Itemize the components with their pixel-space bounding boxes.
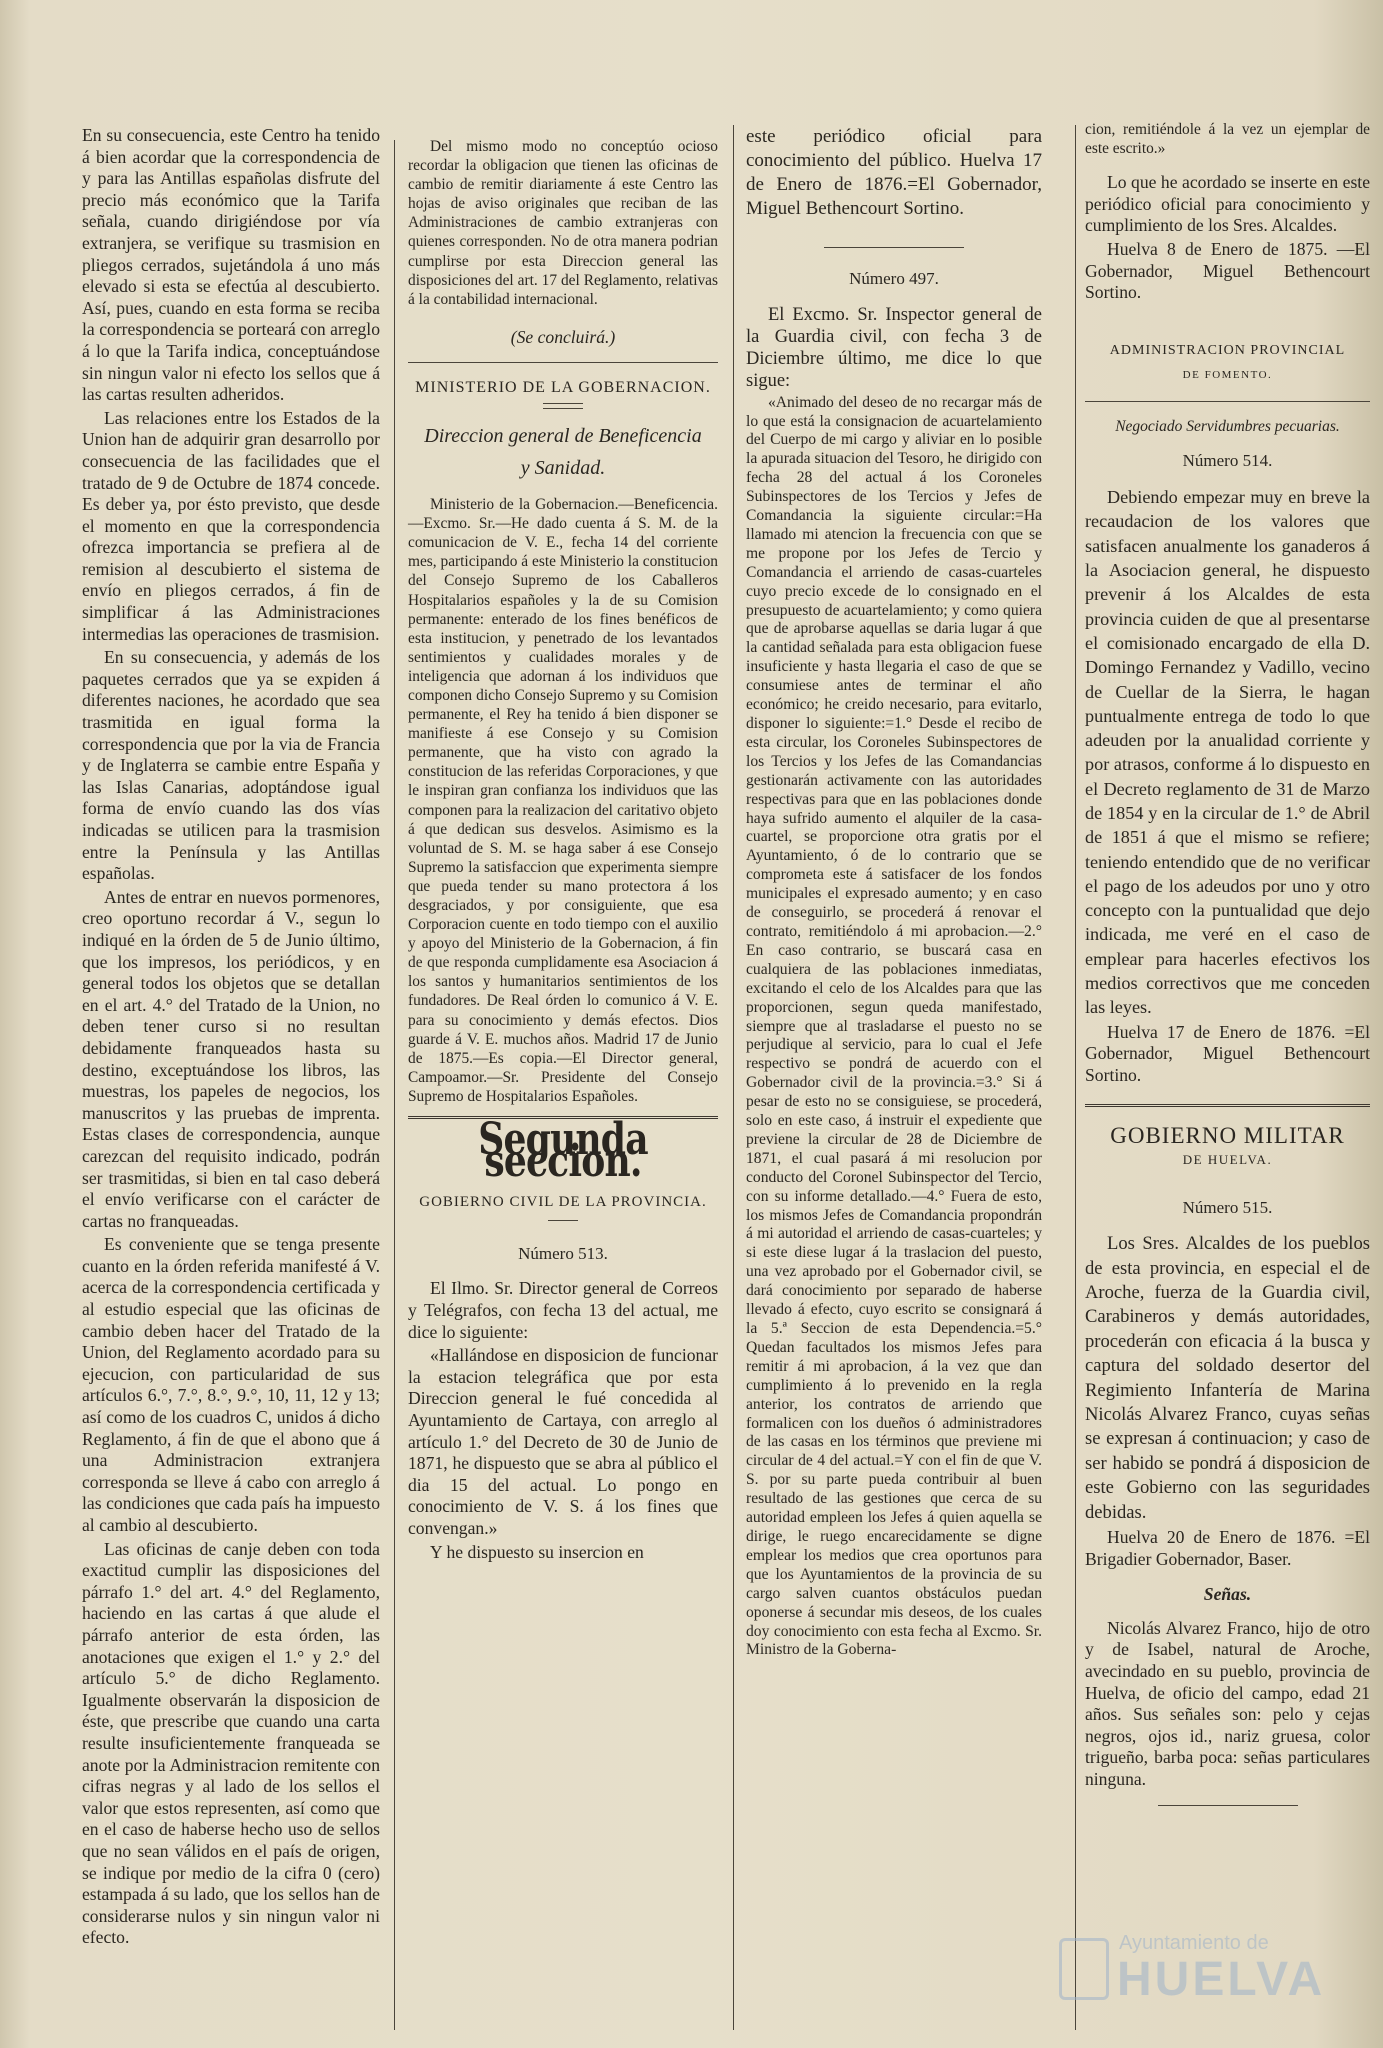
watermark-logo — [1059, 1932, 1359, 2012]
paragraph: Huelva 8 de Enero de 1875. —El Gobernador, Miguel Bethencourt Sortino. — [1085, 238, 1370, 303]
paragraph: este periódico oficial para conocimiento del público. Huelva 17 de Enero de 1876.=El Gobernador, Miguel Bethencourt Sortino. — [746, 126, 1042, 219]
notice-number: Número 514. — [1182, 450, 1273, 470]
section-heading: ADMINISTRACION PROVINCIAL — [1109, 342, 1346, 358]
city-emblem-icon — [1059, 1938, 1109, 2000]
ornament-dash — [543, 403, 583, 409]
column-3 — [746, 125, 1042, 1662]
paragraph: Las oficinas de canje deben con toda exactitud cumplir las disposiciones del párrafo 1.° del art. 4.° del Reglamento, haciendo en las cartas á que alude el párrafo anterior de esta órden, las anotaciones que exigen el 1.° y 2.° del artículo 5.° de dicho Reglamento. Igualmente observarán la disposicion de éste, que prescribe que cuando una carta resulte insuficientemente franqueada se anote por la Administracion remitente con cifras negras y al lado de los sellos el valor que estos representen, así como que en el caso de haberse hecho uso de sellos que no sean válidos en el país de origen, se indique por medio de la cifra 0 (cero) estampada á su lado, que los sellos han de considerarse nulos y sin ningun valor ni efecto. — [82, 1538, 380, 1948]
paragraph: Lo que he acordado se inserte en este periódico oficial para conocimiento y cumplimiento de los Sres. Alcaldes. — [1085, 172, 1370, 236]
column-rule — [733, 125, 734, 2030]
divider — [1085, 401, 1370, 402]
divider — [408, 362, 718, 363]
watermark-line1: Ayuntamiento de — [1119, 1932, 1269, 1954]
paragraph: Huelva 20 de Enero de 1876. =El Brigadier Gobernador, Baser. — [1085, 1527, 1370, 1569]
section-subheading: DE HUELVA. — [1182, 1152, 1273, 1168]
paragraph: En su consecuencia, este Centro ha tenido á bien acordar que la correspondencia de y para las Antillas españolas disfrute del precio más económico que la Tarifa señala, cuando dirigiéndose por vía extranjera, se verifique su trasmision en pliegos cerrados, sujetándola á uno más elevado si esta se efectúa al descubierto. Así, pues, cuando en esta forma se reciba la correspondencia se porteará con arreglo á lo que la Tarifa indica, conceptuándose sin ningun valor ni efecto los sellos que á las cartas resulten adheridos. — [82, 125, 380, 405]
paragraph: Huelva 17 de Enero de 1876. =El Gobernador, Miguel Bethencourt Sortino. — [1085, 1021, 1370, 1085]
column-rule — [394, 140, 395, 2030]
subsection-heading: Señas. — [1203, 1584, 1252, 1605]
quote-paragraph: «Hallándose en disposicion de funcionar la estacion telegráfica que por esta Direccion general le fué concedida al Ayuntamiento de Cartaya, con arreglo al artículo 1.° del Decreto de 30 de Junio de 1871, he dispuesto que se abra al público el dia 15 del actual. Lo pongo en conocimiento de V. S. á los fines que convengan.» — [408, 1345, 718, 1538]
paragraph: En su consecuencia, y además de los paquetes cerrados que ya se expiden á diferentes naciones, he acordado que sea trasmitida en igual forma la correspondencia que por la via de Francia y de Inglaterra se cambie entre España y las Islas Canarias, adoptándose igual forma de envío cuando las dos vías indicadas se utilicen para la trasmision entre la Península y las Antillas españolas. — [82, 647, 380, 884]
section-heading: GOBIERNO MILITAR — [1110, 1123, 1345, 1149]
paragraph: Debiendo empezar muy en breve la recaudacion de los valores que satisfacen anualmente los ganaderos á la Asociacion general, he dispuesto prevenir á los Alcaldes de esta provincia cuiden de que al presentarse el comisionado encargado de ella D. Domingo Fernandez y Vadillo, vecino de Cuellar de la Sierra, le hagan puntualmente entrega de todo lo que adeuden por la anualidad corriente y por atrasos, conforme á lo dispuesto en el Decreto reglamento de 31 de Marzo de 1854 y en la circular de 1.° de Abril de 1851 á que el mismo se refiere; teniendo entendido que de no verificar el pago de los adeudos por uno y otro concepto con la puntualidad que dejo indicada, me veré en el caso de emplear para hacerles efectivos los medios correctivos que me conceden las leyes. — [1085, 487, 1370, 1018]
column-1 — [82, 125, 380, 1951]
column-rule — [1075, 125, 1076, 2030]
paragraph: cion, remitiéndole á la vez un ejemplar de este escrito.» — [1085, 121, 1370, 158]
subsection-heading: y Sanidad. — [520, 457, 606, 480]
section-heading: GOBIERNO CIVIL DE LA PROVINCIA. — [419, 1194, 707, 1211]
subsection-heading: Direccion general de Beneficencia — [424, 425, 702, 448]
paragraph: El Excmo. Sr. Inspector general de la Guardia civil, con fecha 3 de Diciembre último, me dice lo que sigue: — [746, 304, 1042, 391]
quote-paragraph: «Animado del deseo de no recargar más de lo que está la consignacion de acuartelamiento del Cuerpo de mi cargo y aliviar en lo posible la apurada situacion del Tesoro, he dirigido con fecha 28 del actual á los Coroneles Subinspectores de los Tercios y Jefes de Comandancia la siguiente circular:=Ha llamado mi atencion la frecuencia con que se me propone por los Jefes de Tercio y Comandancia el arriendo de casas-cuarteles cuyo precio excede de lo consignado en el presupuesto de acuartelamiento; y como quiera que de aprobarse aquellas se daria lugar á que la cantidad señalada para esta obligacion fuese insuficiente y hasta llegaria el caso de que se consumiese antes de terminar el año económico; he creido necesario, para evitarlo, disponer lo siguiente:=1.° Desde el recibo de esta circular, los Coroneles Subinspectores de los Tercios y los Jefes de las Comandancias gestionarán activamente con las autoridades respectivas para que en las poblaciones donde haya sufrido aumento el alquiler de la casa-cuartel, se proporcione otra gratis por el Ayuntamiento, ó de lo contrario que se comprometa este á satisfacer de los fondos municipales el expresado aumento; y en caso de conseguirlo, se procederá á renovar el contrato, remitiéndolo á mi aprobacion.—2.° En caso contrario, se buscará casa en cualquiera de las poblaciones inmediatas, excitando el celo de los Alcaldes para que las proporcionen, segun queda manifestado, siempre que al trasladarse el puesto no se perjudique al servicio, para lo cual el Jefe respectivo se pondrá de acuerdo con el Gobernador civil de la provincia.=3.° Si á pesar de esto no se consiguiese, se procederá, solo en este caso, á instruir el expediente que previene la circular de 28 de Diciembre de 1871, el cual pasará á mi resolucion por conducto del Coronel Subinspector del Tercio, con su informe detallado.—4.° Fuera de esto, los mismos Jefes de Comandancia propondrán á mi autoridad el arriendo de casas-cuarteles; y si este diese lugar á la traslacion del puesto, una vez aprobado por el Gobernador civil, se dará conocimiento por separado de haberse llevado á efecto, cuyo escrito se consignará á la 5.ª Seccion de esta Dependencia.=5.° Quedan facultados los mismos Jefes para remitir á mi aprobacion, á la vez que dan cumplimiento á lo prevenido en la regla anterior, los contratos de arriendo que formalicen con los dueños ó administradores de las casas en los términos que previene mi circular de 4 del actual.=Y con el fin de que V. S. por su parte pueda contribuir al buen resultado de las gestiones que cerca de su autoridad empleen los Jefes á quien aquella se dirige, le ruego encarecidamente se digne emplear los medios que crea oportunos para que los Ayuntamientos de la provincia de su cargo salven cuantos obstáculos puedan oponerse á secundar mis deseos, de los cuales doy conocimiento con esta fecha al Excmo. Sr. Ministro de la Goberna- — [746, 393, 1042, 1659]
paragraph: Los Sres. Alcaldes de los pueblos de esta provincia, en especial el de Aroche, fuerza de la Guardia civil, Carabineros y demás autoridades, procederán con eficacia á la busca y captura del soldado desertor del Regimiento Infantería de Marina Nicolás Alvarez Franco, cuyas señas se expresan á continuacion; y caso de ser habido se pondrá á disposicion de este Gobierno con las seguridades debidas. — [1085, 1233, 1370, 1523]
paragraph: El Ilmo. Sr. Director general de Correos y Telégrafos, con fecha 13 del actual, me dice lo siguiente: — [408, 1278, 718, 1342]
notice-number: Número 513. — [518, 1243, 608, 1263]
column-4 — [1085, 120, 1370, 1806]
paragraph: Y he dispuesto su insercion en — [430, 1541, 644, 1562]
subsection-heading: Negociado Servidumbres pecuarias. — [1115, 417, 1340, 435]
section-heading: MINISTERIO DE LA GOBERNACION. — [415, 379, 711, 397]
divider — [1158, 1805, 1298, 1806]
section-title: Segunda seccion. — [478, 1114, 648, 1187]
divider — [824, 247, 964, 248]
paragraph: Es conveniente que se tenga presente cuanto en la órden referida manifesté á V. acerca de la correspondencia certificada y al estudio especial que las oficinas de cambio deben hacer del Tratado de la Union, del Reglamento acordado para su ejecucion, con particularidad de sus artículos 6.°, 7.°, 8.°, 9.°, 10, 11, 12 y 13; así como de los cuadros C, unidos á dicho Reglamento, á fin de que el abono que á una Administracion extranjera corresponda se lleve á cabo con arreglo á las condiciones que cada país ha impuesto al cambio al descubierto. — [82, 1234, 380, 1535]
paragraph: Antes de entrar en nuevos pormenores, creo oportuno recordar á V., segun lo indiqué en la órden de 5 de Junio último, que los impresos, los periódicos, y en general todos los objetos que se detallan en el art. 4.° del Tratado de la Union, no deben tener curso si no resultan debidamente franqueados hasta su destino, exceptuándose los libros, las muestras, los papeles de negocios, los manuscritos y las pruebas de imprenta. Estas clases de correspondencia, aunque carezcan del requisito indicado, podrán ser trasmitidas, si bien en tal caso deberá el envío verificarse con el carácter de cartas no franqueadas. — [82, 886, 380, 1231]
notice-number: Número 497. — [849, 269, 939, 288]
notice-number: Número 515. — [1182, 1197, 1273, 1217]
section-subheading: DE FOMENTO. — [1182, 369, 1273, 382]
to-be-continued: (Se concluirá.) — [510, 326, 616, 347]
watermark-line2: HUELVA — [1117, 1953, 1326, 2006]
paragraph: Ministerio de la Gobernacion.—Beneficencia.—Excmo. Sr.—He dado cuenta á S. M. de la comunicacion de V. E., fecha 14 del corriente mes, participando á este Ministerio la constitucion del Consejo Supremo de los Caballeros Hospitalarios españoles y la de su Comision permanente: enterado de los fines benéficos de esta institucion, y penetrado de los levantados sentimientos y cualidades morales y de inteligencia que adornan á los individuos que componen dicho Consejo Supremo y su Comision permanente, el Rey ha tenido á bien disponer se manifieste á ese Consejo y su Comision permanente, que ha visto con agrado la constitucion de las referidas Corporaciones, y que le inspiran gran confianza los individuos que las componen para la realizacion del caritativo objeto á que dedican sus desvelos. Asimismo es la voluntad de S. M. se haga saber á ese Consejo Supremo la satisfaccion que experimenta siempre que pueda tender su mano protectora á los desgraciados, y por consiguiente, que esa Corporacion cuente en todo tiempo con el auxilio y apoyo del Ministerio de la Gobernacion, á fin de que responda cumplidamente esa Asociacion á los santos y humanitarios sentimientos de los fundadores. De Real órden lo comunico á V. E. para su conocimiento y demás efectos. Dios guarde á V. E. muchos años. Madrid 17 de Junio de 1875.—Es copia.—El Director general, Campoamor.—Sr. Presidente del Consejo Supremo de Hospitalarios Españoles. — [408, 496, 718, 1105]
paragraph: Nicolás Alvarez Franco, hijo de otro y de Isabel, natural de Aroche, avecindado en su pueblo, provincia de Huelva, de oficio del campo, edad 21 años. Sus señales son: pelo y cejas negros, ojos id., nariz gruesa, color trigueño, barba poca: señas particulares ninguna. — [1085, 1617, 1370, 1790]
ornament-dash — [548, 1220, 578, 1221]
paragraph: Del mismo modo no conceptúo ocioso recordar la obligacion que tienen las oficinas de cambio de remitir diariamente á este Centro las hojas de aviso originales que reciban de las Administraciones de cambio extranjeras con quienes corresponden. No de otra manera podrian cumplirse por esta Direccion general las disposiciones del art. 17 del Reglamento, relativas á la contabilidad internacional. — [408, 138, 718, 308]
paragraph: Las relaciones entre los Estados de la Union han de adquirir gran desarrollo por consecuencia de las facilidades que el tratado de 9 de Octubre de 1874 concede. Es deber ya, por ésto previsto, que desde el momento en que la correspondencia ofrezca importancia se prefiera al de remision al descubierto el sistema de envío en pliegos cerrados, á fin de simplificar á las Administraciones intermedias las operaciones de trasmision. — [82, 407, 380, 644]
divider — [1085, 1104, 1370, 1107]
column-2 — [408, 137, 718, 1565]
